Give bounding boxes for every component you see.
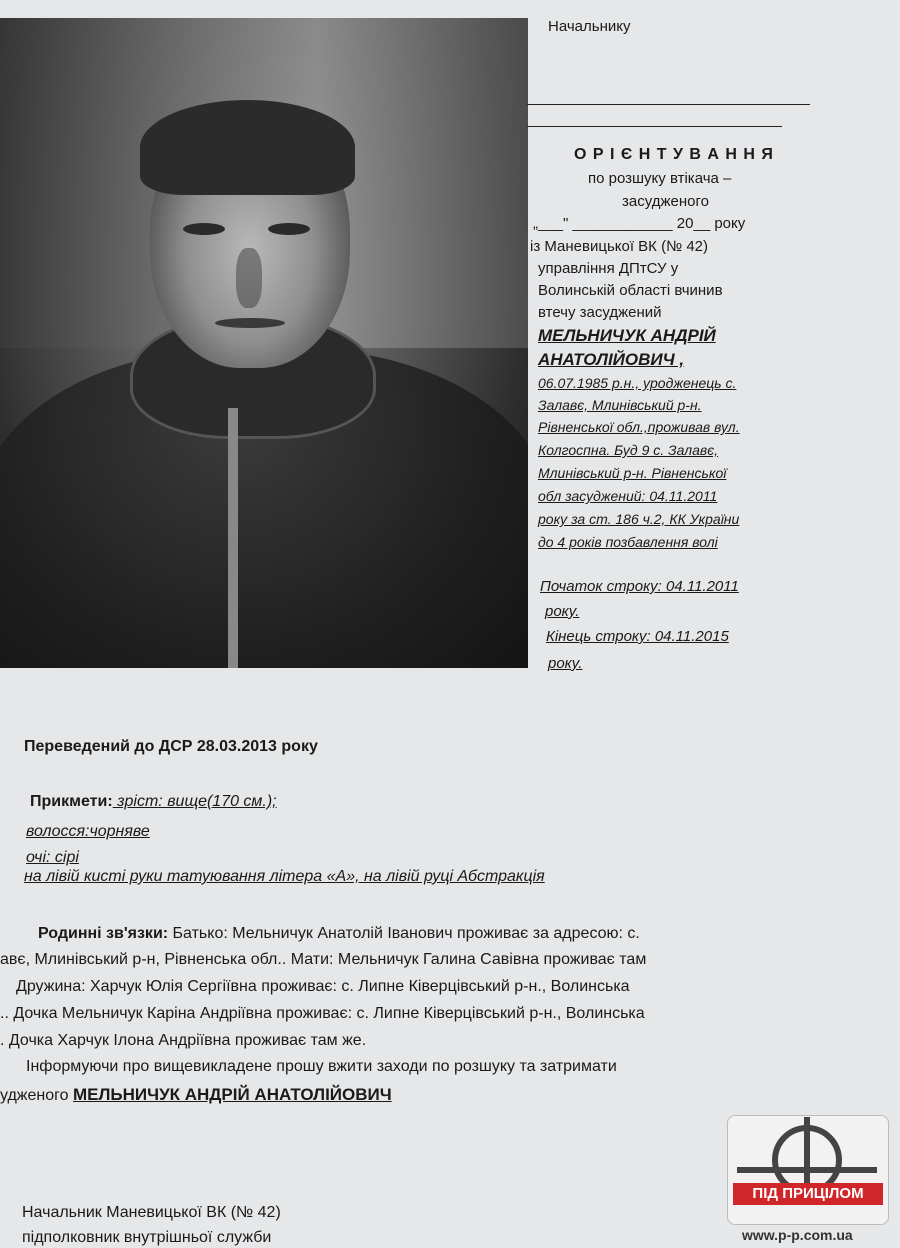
convict-detail-7: року за ст. 186 ч.2, КК України <box>538 511 740 527</box>
convict-photo <box>0 18 528 668</box>
doc-title: О Р І Є Н Т У В А Н Н Я <box>574 146 774 163</box>
family-label: Родинні зв'язки: <box>38 925 169 942</box>
convict-detail-8: до 4 років позбавлення волі <box>538 534 718 550</box>
family-line-4: .. Дочка Мельничук Каріна Андріївна проживає: с. Липне Ківерцівський р-н., Волинська <box>0 1005 645 1022</box>
intro-line-3: Волинській області вчинив <box>538 282 723 299</box>
convict-detail-5: Млинівський р-н. Рівненської <box>538 465 727 481</box>
doc-subtitle-1: по розшуку втікача – <box>588 170 732 187</box>
signs-line <box>30 793 277 811</box>
term-start: Початок строку: 04.11.2011 <box>540 578 739 595</box>
signs-eyes: очі: сірі <box>26 849 79 866</box>
intro-line-4: втечу засуджений <box>538 304 662 321</box>
intro-line-2: управління ДПтСУ у <box>538 260 679 277</box>
convict-detail-2: Залавє, Млинівський р-н. <box>538 397 702 413</box>
transferred-note: Переведений до ДСР 28.03.2013 року <box>24 738 318 755</box>
signs-height: зріст: вище(170 см.); <box>112 793 277 810</box>
family-line-3: Дружина: Харчук Юлія Сергіївна проживає: с. Липне Ківерцівський р-н., Волинська <box>16 978 630 995</box>
convict-detail-3: Рівненської обл.,проживав вул. <box>538 419 740 435</box>
term-end-year: року. <box>548 655 583 672</box>
convict-name-2: АНАТОЛІЙОВИЧ , <box>538 350 685 369</box>
signs-label: Прикмети: <box>30 793 113 810</box>
addressee-line-1 <box>527 104 810 105</box>
convict-name-1: МЕЛЬНИЧУК АНДРІЙ <box>538 326 716 345</box>
addressee: Начальнику <box>548 18 631 35</box>
signs-hair: волосся:чорняве <box>26 823 150 840</box>
signs-tattoo: на лівій кисті руки татуювання літера «А», на лівій руці Абстракція <box>24 868 545 885</box>
term-start-year: року. <box>545 603 580 620</box>
footer-chief: Начальник Маневицької ВК (№ 42) <box>22 1204 281 1221</box>
footer-rank: підполковник внутрішньої служби <box>22 1229 272 1246</box>
date-line: „___" ____________ 20__ року <box>533 215 746 232</box>
request-name: МЕЛЬНИЧУК АНДРІЙ АНАТОЛІЙОВИЧ <box>72 1085 392 1104</box>
watermark-logo <box>727 1115 889 1225</box>
request-line-1: Інформуючи про вищевикладене прошу вжити заходи по розшуку та затримати <box>26 1058 617 1075</box>
family-line-2: авє, Млинівський р-н, Рівненська обл.. Мати: Мельничук Галина Савівна проживає там <box>0 951 647 968</box>
intro-line-1: із Маневицької ВК (№ 42) <box>530 238 709 255</box>
family-line-5: . Дочка Харчук Ілона Андріївна проживає там же. <box>0 1032 367 1049</box>
watermark-url: www.p-p.com.ua <box>742 1227 853 1243</box>
watermark-banner: ПІД ПРИЦІЛОМ <box>733 1183 883 1205</box>
family-line-1 <box>38 925 640 943</box>
addressee-line-2 <box>527 126 782 127</box>
doc-subtitle-2: засудженого <box>622 193 709 210</box>
request-line-2 <box>0 1085 392 1105</box>
family-father: Батько: Мельничук Анатолій Іванович проживає за адресою: с. <box>168 925 640 942</box>
request-prefix: удженого <box>0 1087 69 1104</box>
convict-detail-6: обл засуджений: 04.11.2011 <box>538 488 718 504</box>
convict-detail-4: Колгоспна. Буд 9 с. Залавє, <box>538 442 719 458</box>
term-end: Кінець строку: 04.11.2015 <box>546 628 729 645</box>
convict-detail-1: 06.07.1985 р.н., уродженець с. <box>538 375 737 391</box>
